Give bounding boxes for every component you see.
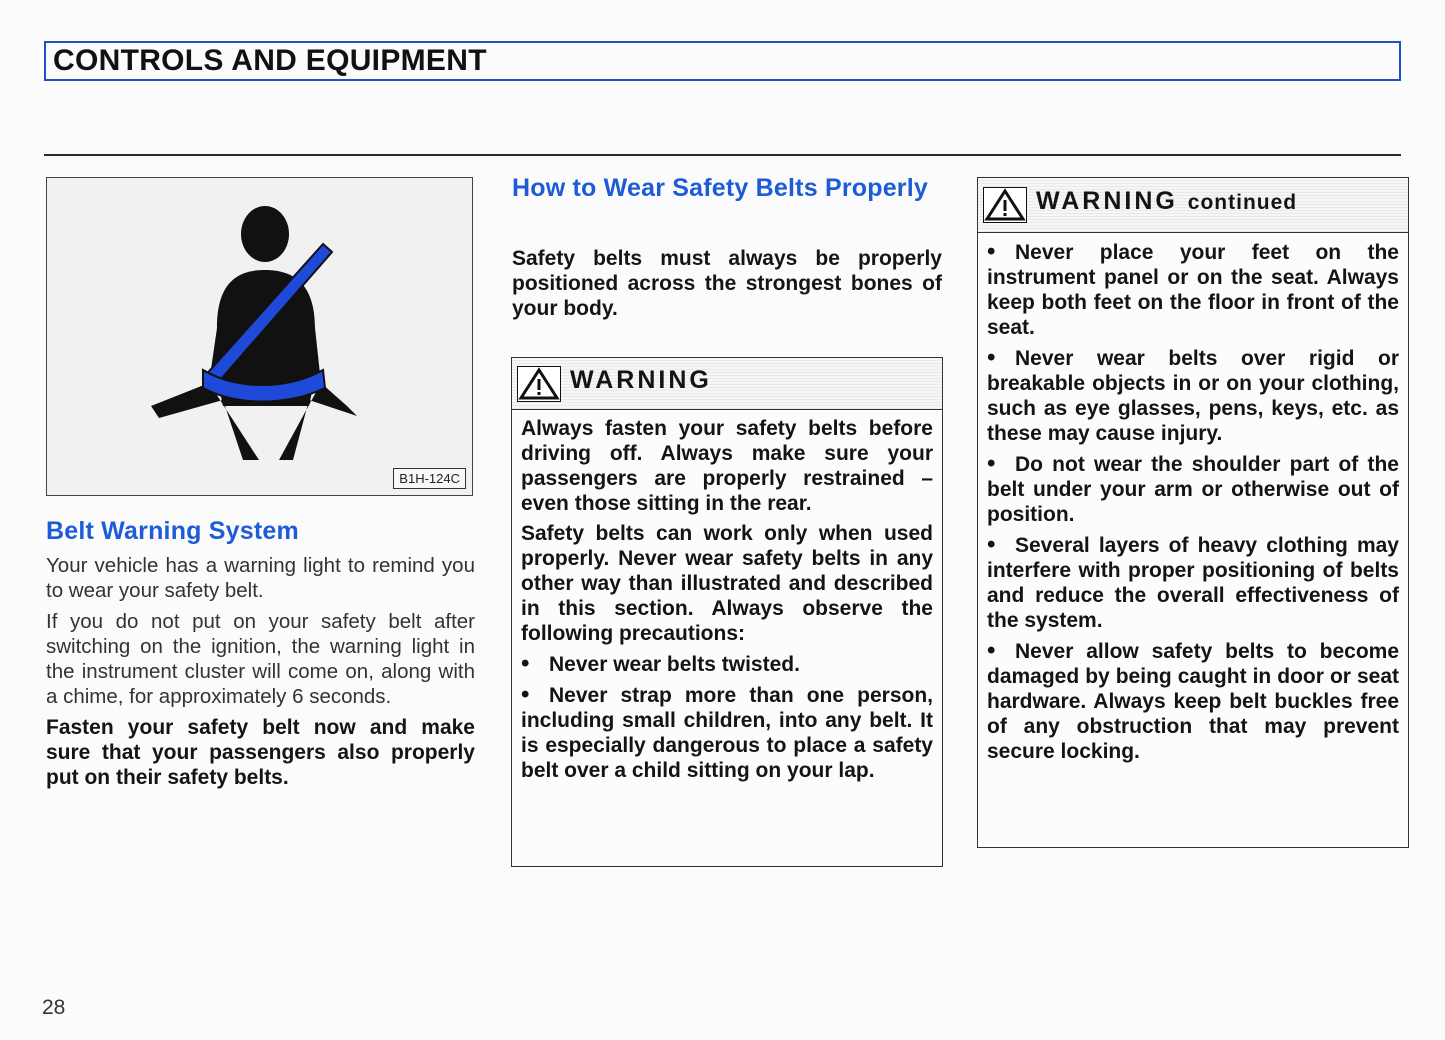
- warning-triangle-icon: [517, 366, 561, 402]
- section-title: CONTROLS AND EQUIPMENT: [53, 44, 487, 77]
- warning-header: [512, 358, 942, 410]
- seatbelt-person-icon: [47, 178, 471, 494]
- warning-paragraph: Safety belts can work only when used properly. Never wear safety belts in any other way than illustrated and described in this section. Always observe the following precautions:: [521, 522, 933, 645]
- warning-label: WARNING: [1036, 187, 1178, 215]
- page-number: 28: [42, 996, 66, 1019]
- seatbelt-illustration: [46, 177, 473, 496]
- warning-paragraph: Always fasten your safety belts before driving off. Always make sure your passengers are properly restrained – even those sitting in the rear.: [521, 417, 933, 515]
- belt-warning-heading: Belt Warning System: [46, 517, 299, 545]
- figure-code: B1H-124C: [393, 468, 466, 489]
- warning-bullet: • Several layers of heavy clothing may interfere with proper positioning of belts and reduce the overall effectiveness of the system.: [987, 532, 1399, 633]
- warning-label: WARNING: [570, 366, 712, 394]
- how-to-wear-intro: Safety belts must always be properly positioned across the strongest bones of your body.: [512, 247, 942, 320]
- warning-bullet: • Never place your feet on the instrument panel or on the seat. Always keep both feet on the floor in front of the seat.: [987, 239, 1399, 340]
- warning-bullet: • Never strap more than one person, including small children, into any belt. It is especially dangerous to place a safety belt over a child sitting on your lap.: [521, 682, 933, 783]
- belt-warning-paragraph: Your vehicle has a warning light to remind you to wear your safety belt.: [46, 554, 475, 602]
- horizontal-rule: [44, 154, 1401, 156]
- warning-triangle-icon: [983, 187, 1027, 223]
- warning-continued-body: [978, 233, 1408, 764]
- section-header-box: [44, 41, 1401, 81]
- belt-warning-emphasis: Fasten your safety belt now and make sure that your passengers also properly put on their safety belts.: [46, 716, 475, 789]
- warning-bullet: • Do not wear the shoulder part of the belt under your arm or otherwise out of position.: [987, 451, 1399, 527]
- warning-continued-box: [977, 177, 1409, 848]
- warning-continued-label: [1036, 187, 1297, 216]
- warning-bullet: • Never allow safety belts to become damaged by being caught in door or seat hardware. Always keep belt buckles free of any obstruction that may prevent secure locking.: [987, 638, 1399, 764]
- warning-body: [512, 410, 942, 783]
- warning-continued-header: [978, 178, 1408, 233]
- belt-warning-body: [46, 553, 475, 796]
- warning-bullet: • Never wear belts over rigid or breakable objects in or on your clothing, such as eye glasses, pens, keys, etc. as these may cause injury.: [987, 345, 1399, 446]
- warning-box: [511, 357, 943, 867]
- warning-bullet: • Never wear belts twisted.: [521, 651, 933, 677]
- belt-warning-paragraph: If you do not put on your safety belt after switching on the ignition, the warning light in the instrument cluster will come on, along with a chime, for approximately 6 seconds.: [46, 610, 475, 708]
- how-to-wear-heading: How to Wear Safety Belts Properly: [512, 174, 928, 202]
- continued-label: continued: [1187, 191, 1298, 214]
